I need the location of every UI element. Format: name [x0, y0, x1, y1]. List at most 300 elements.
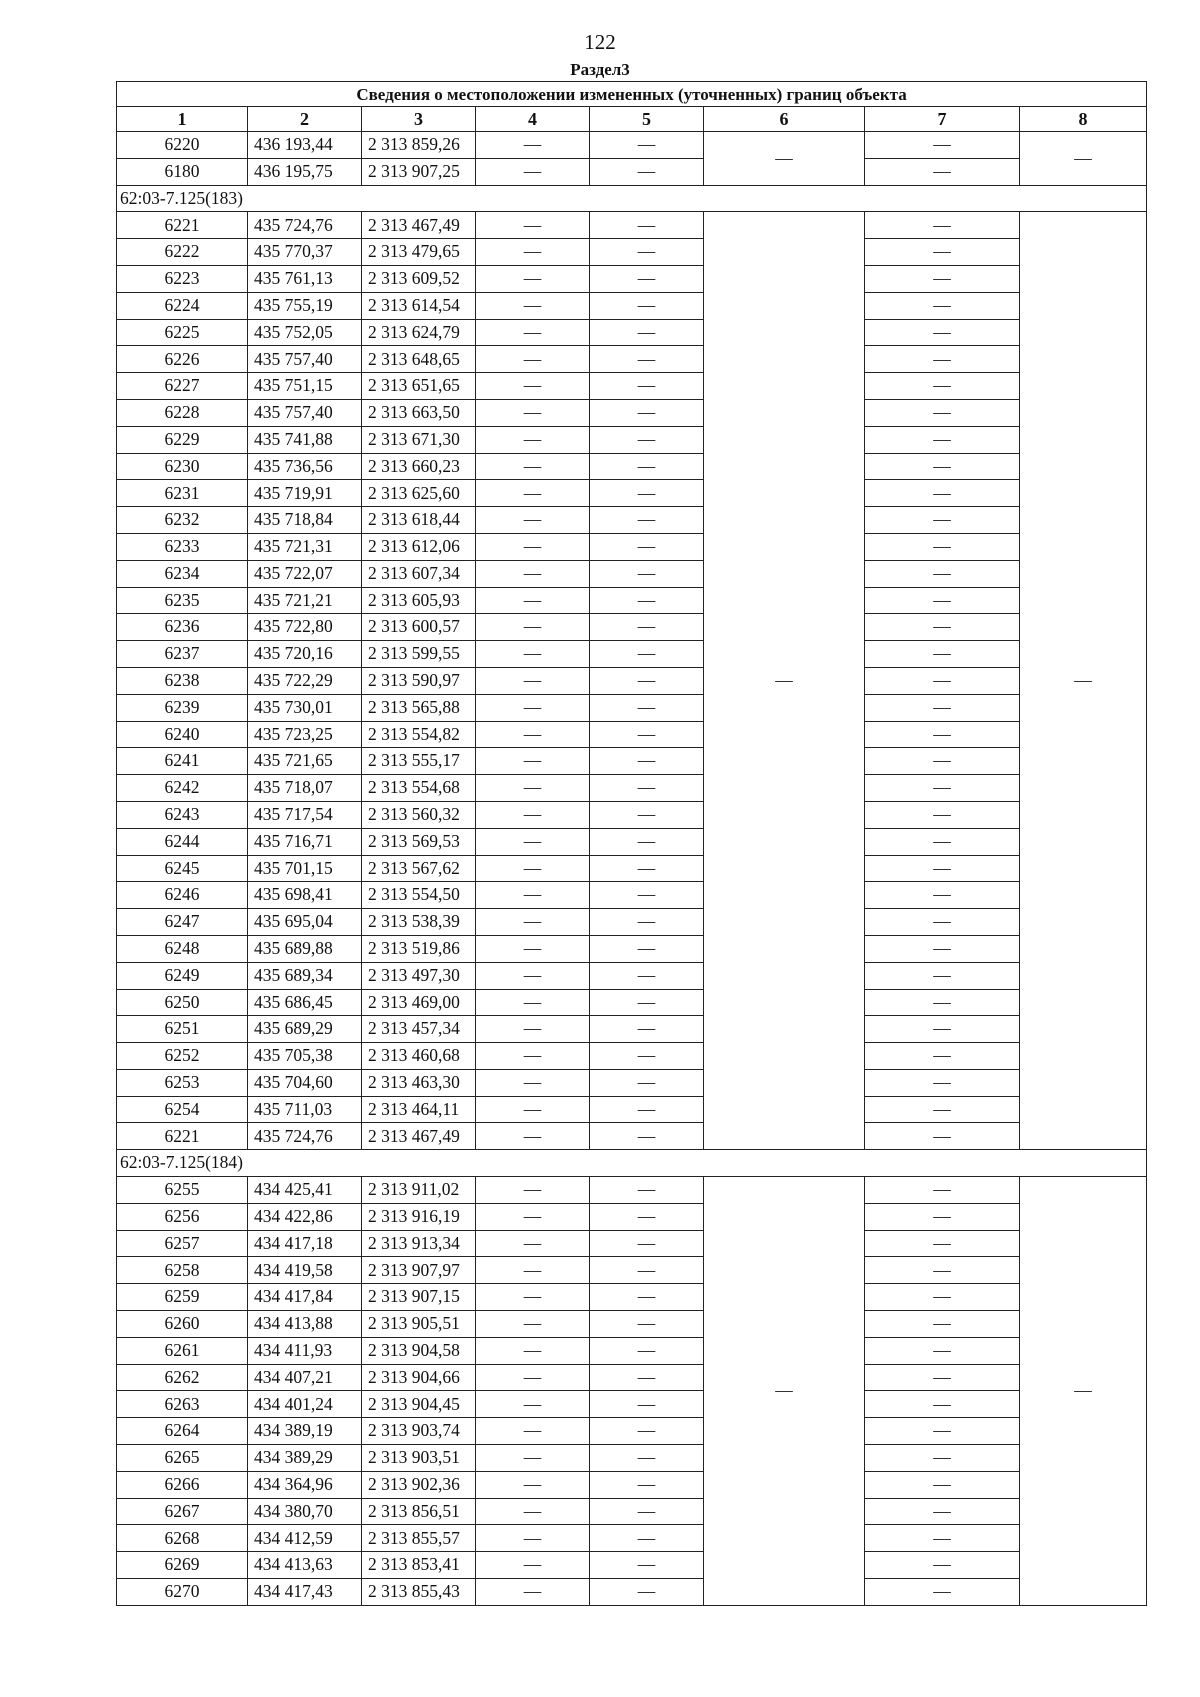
coordinate-x: 435 718,07 — [248, 775, 362, 802]
empty-value-dash: — — [590, 560, 704, 587]
empty-value-dash: — — [865, 399, 1020, 426]
coordinate-x: 434 417,18 — [248, 1230, 362, 1257]
empty-value-dash: — — [865, 132, 1020, 159]
table-row — [117, 1203, 1147, 1230]
coordinate-x: 436 195,75 — [248, 158, 362, 185]
coordinate-y: 2 313 663,50 — [362, 399, 476, 426]
table-row — [117, 373, 1147, 400]
point-number: 6257 — [117, 1230, 248, 1257]
coordinate-y: 2 313 467,49 — [362, 212, 476, 239]
coordinate-x: 434 389,19 — [248, 1418, 362, 1445]
coordinate-y: 2 313 609,52 — [362, 265, 476, 292]
empty-value-dash: — — [865, 748, 1020, 775]
empty-value-dash: — — [590, 212, 704, 239]
empty-value-dash: — — [865, 614, 1020, 641]
table-row — [117, 1123, 1147, 1150]
empty-value-dash: — — [590, 1445, 704, 1472]
table-row — [117, 1311, 1147, 1338]
coordinate-y: 2 313 853,41 — [362, 1552, 476, 1579]
empty-value-dash: — — [476, 132, 590, 159]
empty-value-dash: — — [865, 935, 1020, 962]
coordinate-x: 434 422,86 — [248, 1203, 362, 1230]
table-row — [117, 265, 1147, 292]
coordinate-x: 434 401,24 — [248, 1391, 362, 1418]
coordinate-y: 2 313 904,58 — [362, 1337, 476, 1364]
coordinate-y: 2 313 614,54 — [362, 292, 476, 319]
empty-value-dash: — — [476, 212, 590, 239]
coordinate-x: 435 721,31 — [248, 533, 362, 560]
point-number: 6224 — [117, 292, 248, 319]
point-number: 6260 — [117, 1311, 248, 1338]
column-number-2: 2 — [248, 107, 362, 132]
empty-value-dash: — — [590, 694, 704, 721]
point-number: 6229 — [117, 426, 248, 453]
empty-value-dash: — — [590, 882, 704, 909]
point-number: 6180 — [117, 158, 248, 185]
empty-value-dash: — — [865, 1498, 1020, 1525]
empty-value-dash: — — [865, 480, 1020, 507]
table-row — [117, 748, 1147, 775]
table-row — [117, 319, 1147, 346]
empty-value-dash: — — [865, 1471, 1020, 1498]
coordinate-x: 434 364,96 — [248, 1471, 362, 1498]
empty-value-dash: — — [590, 1043, 704, 1070]
coordinate-x: 434 417,84 — [248, 1284, 362, 1311]
coordinate-x: 435 686,45 — [248, 989, 362, 1016]
empty-value-dash: — — [865, 721, 1020, 748]
empty-value-dash: — — [590, 265, 704, 292]
column-number-row — [117, 107, 1147, 132]
column-number-6: 6 — [704, 107, 865, 132]
empty-value-dash: — — [590, 292, 704, 319]
empty-value-dash: — — [590, 1096, 704, 1123]
point-number: 6242 — [117, 775, 248, 802]
table-row — [117, 292, 1147, 319]
table-row — [117, 480, 1147, 507]
coordinate-x: 435 722,29 — [248, 667, 362, 694]
coordinate-x: 434 425,41 — [248, 1177, 362, 1204]
coordinate-y: 2 313 904,45 — [362, 1391, 476, 1418]
empty-value-dash: — — [865, 1337, 1020, 1364]
coordinate-y: 2 313 855,57 — [362, 1525, 476, 1552]
empty-value-dash: — — [865, 319, 1020, 346]
point-number: 6264 — [117, 1418, 248, 1445]
point-number: 6233 — [117, 533, 248, 560]
coordinate-y: 2 313 497,30 — [362, 962, 476, 989]
point-number: 6253 — [117, 1069, 248, 1096]
table-row — [117, 855, 1147, 882]
empty-value-dash: — — [590, 1203, 704, 1230]
point-number: 6259 — [117, 1284, 248, 1311]
empty-value-dash: — — [476, 1579, 590, 1606]
table-row — [117, 1364, 1147, 1391]
coordinate-y: 2 313 607,34 — [362, 560, 476, 587]
coordinate-x: 435 705,38 — [248, 1043, 362, 1070]
empty-value-dash: — — [476, 265, 590, 292]
empty-value-dash: — — [476, 319, 590, 346]
empty-value-dash: — — [476, 775, 590, 802]
point-number: 6220 — [117, 132, 248, 159]
point-number: 6225 — [117, 319, 248, 346]
empty-value-dash: — — [865, 909, 1020, 936]
empty-value-dash: — — [476, 239, 590, 266]
coordinate-y: 2 313 907,25 — [362, 158, 476, 185]
empty-value-dash: — — [476, 935, 590, 962]
coordinate-x: 435 736,56 — [248, 453, 362, 480]
empty-value-dash: — — [590, 1069, 704, 1096]
empty-value-dash: — — [476, 721, 590, 748]
empty-value-dash: — — [476, 1418, 590, 1445]
group-label-row — [117, 185, 1147, 212]
point-number: 6268 — [117, 1525, 248, 1552]
empty-value-dash: — — [590, 1364, 704, 1391]
empty-value-dash: — — [476, 614, 590, 641]
empty-value-dash: — — [865, 1069, 1020, 1096]
empty-value-dash: — — [476, 989, 590, 1016]
point-number: 6254 — [117, 1096, 248, 1123]
empty-value-dash: — — [476, 694, 590, 721]
table-row — [117, 1337, 1147, 1364]
coordinate-y: 2 313 913,34 — [362, 1230, 476, 1257]
empty-value-dash: — — [865, 158, 1020, 185]
empty-value-dash: — — [865, 1016, 1020, 1043]
empty-value-dash: — — [590, 1498, 704, 1525]
empty-value-dash: — — [865, 1525, 1020, 1552]
coordinate-y: 2 313 855,43 — [362, 1579, 476, 1606]
empty-value-dash: — — [865, 1043, 1020, 1070]
point-number: 6244 — [117, 828, 248, 855]
empty-value-dash: — — [865, 1230, 1020, 1257]
coordinate-y: 2 313 902,36 — [362, 1471, 476, 1498]
coordinate-y: 2 313 457,34 — [362, 1016, 476, 1043]
empty-value-dash: — — [476, 292, 590, 319]
coordinate-x: 435 724,76 — [248, 1123, 362, 1150]
table-row — [117, 212, 1147, 239]
empty-value-dash: — — [1020, 132, 1147, 186]
empty-value-dash: — — [590, 399, 704, 426]
empty-value-dash: — — [865, 1391, 1020, 1418]
coordinate-y: 2 313 859,26 — [362, 132, 476, 159]
empty-value-dash: — — [476, 346, 590, 373]
coordinate-y: 2 313 605,93 — [362, 587, 476, 614]
empty-value-dash: — — [590, 1552, 704, 1579]
empty-value-dash: — — [590, 426, 704, 453]
coordinate-x: 435 723,25 — [248, 721, 362, 748]
point-number: 6238 — [117, 667, 248, 694]
coordinate-x: 435 751,15 — [248, 373, 362, 400]
point-number: 6258 — [117, 1257, 248, 1284]
empty-value-dash: — — [590, 801, 704, 828]
coordinate-x: 435 689,34 — [248, 962, 362, 989]
empty-value-dash: — — [476, 962, 590, 989]
empty-value-dash: — — [476, 882, 590, 909]
empty-value-dash: — — [590, 1337, 704, 1364]
point-number: 6236 — [117, 614, 248, 641]
coordinate-x: 434 380,70 — [248, 1498, 362, 1525]
empty-value-dash: — — [865, 560, 1020, 587]
empty-value-dash: — — [476, 1498, 590, 1525]
coordinate-y: 2 313 904,66 — [362, 1364, 476, 1391]
empty-value-dash: — — [476, 1364, 590, 1391]
empty-value-dash: — — [865, 1096, 1020, 1123]
empty-value-dash: — — [865, 1445, 1020, 1472]
point-number: 6222 — [117, 239, 248, 266]
table-row — [117, 882, 1147, 909]
coordinate-x: 435 741,88 — [248, 426, 362, 453]
column-number-7: 7 — [865, 107, 1020, 132]
empty-value-dash: — — [476, 1337, 590, 1364]
empty-value-dash: — — [590, 828, 704, 855]
coordinate-x: 435 720,16 — [248, 641, 362, 668]
empty-value-dash: — — [590, 1391, 704, 1418]
coordinate-x: 435 721,21 — [248, 587, 362, 614]
empty-value-dash: — — [590, 614, 704, 641]
table-row — [117, 667, 1147, 694]
empty-value-dash: — — [865, 507, 1020, 534]
page-number: 122 — [584, 30, 616, 54]
empty-value-dash: — — [865, 1579, 1020, 1606]
coordinate-x: 435 704,60 — [248, 1069, 362, 1096]
point-number: 6235 — [117, 587, 248, 614]
coordinate-y: 2 313 560,32 — [362, 801, 476, 828]
coordinate-y: 2 313 671,30 — [362, 426, 476, 453]
empty-value-dash: — — [476, 158, 590, 185]
coordinate-x: 434 412,59 — [248, 1525, 362, 1552]
point-number: 6266 — [117, 1471, 248, 1498]
table-row — [117, 399, 1147, 426]
empty-value-dash: — — [476, 1284, 590, 1311]
empty-value-dash: — — [590, 989, 704, 1016]
point-number: 6261 — [117, 1337, 248, 1364]
point-number: 6239 — [117, 694, 248, 721]
empty-value-dash: — — [590, 1230, 704, 1257]
point-number: 6269 — [117, 1552, 248, 1579]
empty-value-dash: — — [476, 373, 590, 400]
empty-value-dash: — — [590, 1579, 704, 1606]
coordinate-x: 434 407,21 — [248, 1364, 362, 1391]
point-number: 6230 — [117, 453, 248, 480]
empty-value-dash: — — [476, 1391, 590, 1418]
empty-value-dash: — — [590, 346, 704, 373]
empty-value-dash: — — [590, 132, 704, 159]
point-number: 6234 — [117, 560, 248, 587]
empty-value-dash: — — [476, 1096, 590, 1123]
coordinate-y: 2 313 905,51 — [362, 1311, 476, 1338]
empty-value-dash: — — [865, 426, 1020, 453]
empty-value-dash: — — [865, 1284, 1020, 1311]
empty-value-dash: — — [590, 319, 704, 346]
empty-value-dash: — — [704, 1177, 865, 1606]
empty-value-dash: — — [865, 775, 1020, 802]
empty-value-dash: — — [476, 426, 590, 453]
coordinate-x: 435 757,40 — [248, 399, 362, 426]
empty-value-dash: — — [476, 1552, 590, 1579]
column-number-5: 5 — [590, 107, 704, 132]
coordinate-y: 2 313 903,51 — [362, 1445, 476, 1472]
coordinate-x: 434 417,43 — [248, 1579, 362, 1606]
empty-value-dash: — — [476, 748, 590, 775]
empty-value-dash: — — [476, 1311, 590, 1338]
coordinate-x: 435 730,01 — [248, 694, 362, 721]
empty-value-dash: — — [476, 1123, 590, 1150]
coordinate-y: 2 313 660,23 — [362, 453, 476, 480]
coordinate-y: 2 313 569,53 — [362, 828, 476, 855]
empty-value-dash: — — [590, 1284, 704, 1311]
coordinate-x: 435 761,13 — [248, 265, 362, 292]
point-number: 6232 — [117, 507, 248, 534]
section-title: Раздел3 — [570, 60, 630, 79]
empty-value-dash: — — [590, 1471, 704, 1498]
empty-value-dash: — — [590, 909, 704, 936]
table-row — [117, 1177, 1147, 1204]
table-row — [117, 1552, 1147, 1579]
coordinate-y: 2 313 519,86 — [362, 935, 476, 962]
coordinate-y: 2 313 554,68 — [362, 775, 476, 802]
point-number: 6251 — [117, 1016, 248, 1043]
point-number: 6270 — [117, 1579, 248, 1606]
coordinate-y: 2 313 618,44 — [362, 507, 476, 534]
empty-value-dash: — — [865, 962, 1020, 989]
coordinate-y: 2 313 467,49 — [362, 1123, 476, 1150]
table-row — [117, 935, 1147, 962]
empty-value-dash: — — [476, 1016, 590, 1043]
empty-value-dash: — — [590, 962, 704, 989]
point-number: 6240 — [117, 721, 248, 748]
coordinate-y: 2 313 460,68 — [362, 1043, 476, 1070]
table-row — [117, 1579, 1147, 1606]
empty-value-dash: — — [865, 346, 1020, 373]
empty-value-dash: — — [590, 373, 704, 400]
empty-value-dash: — — [704, 212, 865, 1150]
empty-value-dash: — — [590, 1525, 704, 1552]
coordinate-x: 434 389,29 — [248, 1445, 362, 1472]
empty-value-dash: — — [865, 801, 1020, 828]
coordinate-y: 2 313 538,39 — [362, 909, 476, 936]
column-number-3: 3 — [362, 107, 476, 132]
empty-value-dash: — — [476, 855, 590, 882]
empty-value-dash: — — [865, 694, 1020, 721]
coordinate-x: 435 752,05 — [248, 319, 362, 346]
empty-value-dash: — — [865, 855, 1020, 882]
table-row — [117, 1284, 1147, 1311]
empty-value-dash: — — [865, 453, 1020, 480]
empty-value-dash: — — [476, 1525, 590, 1552]
coordinate-x: 435 722,80 — [248, 614, 362, 641]
coordinate-y: 2 313 590,97 — [362, 667, 476, 694]
coordinate-x: 435 695,04 — [248, 909, 362, 936]
table-row — [117, 158, 1147, 185]
empty-value-dash: — — [476, 399, 590, 426]
empty-value-dash: — — [865, 1123, 1020, 1150]
table-row — [117, 1257, 1147, 1284]
table-row — [117, 1069, 1147, 1096]
point-number: 6227 — [117, 373, 248, 400]
empty-value-dash: — — [704, 132, 865, 186]
empty-value-dash: — — [865, 373, 1020, 400]
coordinate-y: 2 313 651,65 — [362, 373, 476, 400]
coordinates-table — [116, 81, 1147, 1606]
empty-value-dash: — — [590, 641, 704, 668]
coordinate-y: 2 313 625,60 — [362, 480, 476, 507]
empty-value-dash: — — [476, 641, 590, 668]
empty-value-dash: — — [865, 1311, 1020, 1338]
cadastral-group-label: 62:03-7.125(183) — [117, 185, 1147, 212]
coordinate-y: 2 313 856,51 — [362, 1498, 476, 1525]
empty-value-dash: — — [476, 909, 590, 936]
empty-value-dash: — — [865, 265, 1020, 292]
empty-value-dash: — — [476, 560, 590, 587]
table-row — [117, 801, 1147, 828]
table-row — [117, 533, 1147, 560]
coordinate-y: 2 313 612,06 — [362, 533, 476, 560]
coordinate-x: 435 711,03 — [248, 1096, 362, 1123]
empty-value-dash: — — [476, 1203, 590, 1230]
coordinate-y: 2 313 648,65 — [362, 346, 476, 373]
table-row — [117, 239, 1147, 266]
empty-value-dash: — — [865, 1257, 1020, 1284]
table-body — [117, 132, 1147, 1606]
coordinate-x: 435 718,84 — [248, 507, 362, 534]
coordinate-x: 435 721,65 — [248, 748, 362, 775]
empty-value-dash: — — [865, 882, 1020, 909]
empty-value-dash: — — [476, 1069, 590, 1096]
table-row — [117, 453, 1147, 480]
table-row — [117, 1096, 1147, 1123]
table-row — [117, 1471, 1147, 1498]
table-row — [117, 721, 1147, 748]
coordinate-x: 435 770,37 — [248, 239, 362, 266]
empty-value-dash: — — [590, 721, 704, 748]
point-number: 6246 — [117, 882, 248, 909]
empty-value-dash: — — [590, 1311, 704, 1338]
table-row — [117, 1230, 1147, 1257]
point-number: 6228 — [117, 399, 248, 426]
empty-value-dash: — — [590, 1418, 704, 1445]
point-number: 6226 — [117, 346, 248, 373]
point-number: 6265 — [117, 1445, 248, 1472]
coordinate-x: 434 419,58 — [248, 1257, 362, 1284]
point-number: 6223 — [117, 265, 248, 292]
empty-value-dash: — — [476, 453, 590, 480]
empty-value-dash: — — [865, 1364, 1020, 1391]
empty-value-dash: — — [865, 292, 1020, 319]
coordinate-x: 435 722,07 — [248, 560, 362, 587]
empty-value-dash: — — [865, 587, 1020, 614]
point-number: 6237 — [117, 641, 248, 668]
empty-value-dash: — — [476, 1445, 590, 1472]
empty-value-dash: — — [865, 641, 1020, 668]
table-row — [117, 1498, 1147, 1525]
column-number-8: 8 — [1020, 107, 1147, 132]
point-number: 6262 — [117, 1364, 248, 1391]
table-row — [117, 989, 1147, 1016]
coordinate-y: 2 313 565,88 — [362, 694, 476, 721]
coordinate-x: 435 717,54 — [248, 801, 362, 828]
coordinate-x: 435 755,19 — [248, 292, 362, 319]
empty-value-dash: — — [865, 533, 1020, 560]
table-row — [117, 1391, 1147, 1418]
coordinate-y: 2 313 907,15 — [362, 1284, 476, 1311]
table-row — [117, 132, 1147, 159]
coordinate-y: 2 313 600,57 — [362, 614, 476, 641]
point-number: 6243 — [117, 801, 248, 828]
empty-value-dash: — — [590, 1257, 704, 1284]
table-row — [117, 909, 1147, 936]
empty-value-dash: — — [1020, 212, 1147, 1150]
empty-value-dash: — — [590, 1016, 704, 1043]
table-row — [117, 775, 1147, 802]
coordinate-y: 2 313 554,82 — [362, 721, 476, 748]
